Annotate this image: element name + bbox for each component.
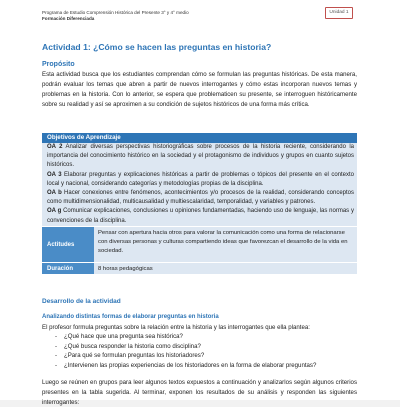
dash-bullet: - bbox=[55, 333, 58, 340]
development-subheading: Analizando distintas formas de elaborar preguntas en historia bbox=[42, 314, 219, 320]
dash-bullet: - bbox=[55, 342, 58, 350]
question-text: ¿Qué hace que una pregunta sea histórica? bbox=[64, 333, 183, 340]
objective-item bbox=[47, 171, 354, 189]
question-text: ¿Qué busca responder la historia como disciplina? bbox=[64, 342, 201, 350]
attitudes-row bbox=[42, 226, 357, 262]
unit-badge: Unidad 1 bbox=[325, 7, 353, 19]
attitudes-label: Actitudes bbox=[42, 226, 94, 262]
objective-code: OA g bbox=[47, 208, 62, 215]
list-item bbox=[55, 332, 355, 342]
development-heading: Desarrollo de la actividad bbox=[42, 298, 121, 305]
dash-bullet: - bbox=[55, 352, 58, 360]
list-item bbox=[55, 351, 355, 361]
purpose-text: Esta actividad busca que los estudiantes comprendan cómo se formulan las preguntas históricas. De esta manera, podrán evaluar los temas que abren a partir de nuevos interrogantes y cómo estas incorporan nuevos temas y problemas en la historia. Con lo anterior, se espera que problematicen su presente, se interroguen históricamente sobre su realidad y así se aproximen a su condición de sujetos históricos de una forma más crítica. bbox=[42, 71, 357, 109]
development-closing: Luego se reúnen en grupos para leer algunos textos expuestos a continuación y analizarlos según algunos criterios presentes en la tabla sugerida. Al terminar, exponen los resultados de su análisis y responden las siguientes interrogantes: bbox=[42, 379, 357, 406]
question-text: ¿Para qué se formulan preguntas los historiadores? bbox=[64, 352, 205, 360]
activity-title: Actividad 1: ¿Cómo se hacen las preguntas en historia? bbox=[42, 42, 272, 52]
list-item bbox=[55, 361, 355, 371]
objective-item bbox=[47, 189, 354, 207]
duration-label: Duración bbox=[42, 262, 94, 274]
objective-text: Analizar diversas perspectivas historiográficas sobre procesos de la historia reciente, considerando la importancia del conocimiento histórico en la sociedad y el protagonismo de individuos y grupos en cuanto sujetos históricos. bbox=[47, 144, 354, 169]
duration-row bbox=[42, 262, 357, 274]
objectives-list bbox=[42, 143, 357, 226]
objective-code: OA b bbox=[47, 190, 62, 197]
objective-item bbox=[47, 143, 354, 171]
objective-code: OA 3 bbox=[47, 171, 62, 178]
objective-item bbox=[47, 207, 354, 225]
program-title: Programa de Estudio Comprensión Histórica del Presente 3° y 4° medio bbox=[42, 10, 189, 15]
objective-code: OA 2 bbox=[47, 144, 63, 150]
purpose-heading: Propósito bbox=[42, 61, 75, 68]
program-subtitle: Formación Diferenciada bbox=[42, 16, 95, 21]
development-intro: El profesor formula preguntas sobre la relación entre la historia y las interrogantes que ella plantea: bbox=[42, 324, 310, 331]
list-item bbox=[55, 342, 355, 352]
dash-bullet: - bbox=[55, 361, 58, 369]
page-header bbox=[42, 10, 360, 22]
attitudes-text: Pensar con apertura hacia otros para valorar la comunicación como una forma de relacionarse con diversas personas y culturas compartiendo ideas que favorezcan el desarrollo de la vida en sociedad. bbox=[94, 226, 357, 262]
objectives-header: Objetivos de Aprendizaje bbox=[42, 133, 357, 143]
duration-text: 8 horas pedagógicas bbox=[94, 262, 357, 274]
objective-text: Elaborar preguntas y explicaciones históricas a partir de problemas o tópicos del presente en el contexto local y nacional, considerando categorías y metodologías propias de la disciplina. bbox=[47, 171, 355, 187]
objective-text: Comunicar explicaciones, conclusiones u opiniones fundamentadas, haciendo uso de lenguaje, las normas y convenciones de la disciplina. bbox=[47, 208, 354, 224]
question-list bbox=[55, 332, 355, 370]
question-text: ¿Intervienen las propias experiencias de los historiadores en la forma de elaborar preguntas? bbox=[64, 361, 317, 369]
objective-text: Hacer conexiones entre fenómenos, acontecimientos y/o procesos de la realidad, considerando conceptos como multidimensionalidad, multicausalidad y multiescalaridad, temporalidad, y variables y patrones. bbox=[47, 190, 354, 206]
objectives-table bbox=[42, 133, 357, 274]
